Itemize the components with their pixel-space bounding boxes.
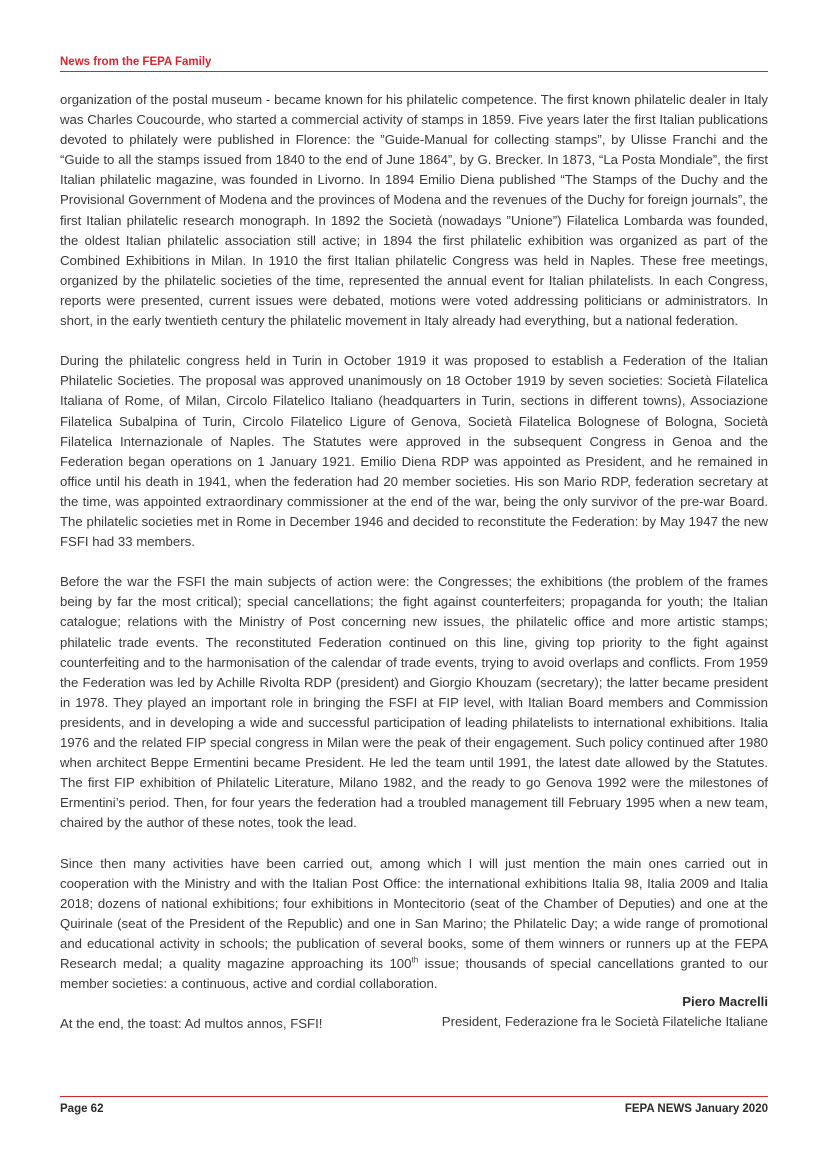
paragraph: At the end, the toast: Ad multos annos, FSFI! bbox=[60, 1016, 323, 1032]
paragraph: During the philatelic congress held in Turin in October 1919 it was proposed to establish a Federation of the Italian Philatelic Societies. The proposal was approved unanimously on 18 October 1919 by seven societies: Società Filatelica Italiana of Rome, of Milan, Circolo Filatelico Italiano (headquarters in Turin, sections in different towns), Associazione Filatelica Subalpina of Turin, Circolo Filatelico Ligure of Genova, Società Filatelica Bolognese of Bologna, Società Filatelica Internazionale of Naples. The Statutes were approved in the subsequent Congress in Genoa and the Federation began operations on 1 January 1921. Emilio Diena RDP was appointed as President, and he remained in office until his death in 1941, when the federation had 20 member societies. His son Mario RDP, federation secretary at the time, was appointed extraordinary commissioner at the end of the war, being the only survivor of the pre-war Board. The philatelic societies met in Rome in December 1946 and decided to reconstitute the Federation: by May 1947 the new FSFI had 33 members. bbox=[60, 353, 768, 550]
ordinal-suffix: th bbox=[411, 955, 419, 965]
signature-block bbox=[442, 992, 768, 1032]
paragraph-text: issue; thousands of special cancellations granted to our member societies: a continuous, active and cordial collaboration. bbox=[60, 956, 768, 992]
paragraph: Before the war the FSFI the main subjects of action were: the Congresses; the exhibitions (the problem of the frames being by far the most critical); special cancellations; the fight against counterfeiters; propaganda for youth; the Italian catalogue; relations with the Ministry of Post concerning new issues, the philatelic office and more artistic stamps; philatelic trade events. The reconstituted Federation continued on this line, giving top priority to the fight against counterfeiting and to the harmonisation of the calendar of trade events, trying to avoid overlaps and conflicts. From 1959 the Federation was led by Achille Rivolta RDP (president) and Giorgio Khouzam (secretary); the latter became president in 1978. They played an important role in bringing the FSFI at FIP level, with Italian Board members and Commission presidents, and in developing a wide and successful participation of leading philatelists to international exhibitions. Italia 1976 and the related FIP special congress in Milan were the peak of their engagement. Such policy continued after 1980 when architect Beppe Ermentini became President. He led the team until 1991, the latest date allowed by the Statutes. The first FIP exhibition of Philatelic Literature, Milano 1982, and the ready to go Genova 1992 were the milestones of Ermentini’s period. Then, for four years the federation had a troubled management till February 1995 when a new team, chaired by the author of these notes, took the lead. bbox=[60, 574, 768, 831]
header-rule bbox=[60, 71, 768, 72]
paragraph bbox=[60, 854, 768, 995]
author-name: Piero Macrelli bbox=[682, 994, 768, 1009]
paragraph: organization of the postal museum - became known for his philatelic competence. The first known philatelic dealer in Italy was Charles Coucourde, who started a commercial activity of stamps in 1859. Five years later the first Italian publications devoted to philately were published in Florence: the ”Guide-Manual for collecting stamps”, by Ulisse Franchi and the “Guide to all the stamps issued from 1840 to the end of June 1864”, by G. Brecker. In 1873, “La Posta Mondiale”, the first Italian philatelic magazine, was founded in Livorno. In 1894 Emilio Diena published “The Stamps of the Duchy and the Provisional Government of Modena and the provinces of Modena and the revenues of the Duchy for foreign journals”, the first Italian philatelic research monograph. In 1892 the Società (nowadays ”Unione”) Filatelica Lombarda was founded, the oldest Italian philatelic association still active; in 1894 the first philatelic exhibition was organized as part of the Combined Exhibitions in Milan. In 1910 the first Italian philatelic Congress was held in Naples. These free meetings, organized by the philatelic societies of the time, represented the annual event for Italian philatelists. In each Congress, reports were presented, current issues were debated, motions were voted addressing politicians or administrators. In short, in the early twentieth century the philatelic movement in Italy already had everything, but a national federation. bbox=[60, 92, 768, 329]
page-number: Page 62 bbox=[60, 1103, 104, 1115]
publication-issue: FEPA NEWS January 2020 bbox=[624, 1103, 768, 1115]
section-label: News from the FEPA Family bbox=[60, 56, 212, 68]
footer-rule bbox=[60, 1096, 768, 1097]
article-body bbox=[60, 90, 768, 1055]
author-title: President, Federazione fra le Società Filateliche Italiane bbox=[441, 1014, 768, 1029]
paragraph-text: Since then many activities have been carried out, among which I will just mention the main ones carried out in cooperation with the Ministry and with the Italian Post Office: the international exhibitions Italia 98, Italia 2009 and Italia 2018; dozens of national exhibitions; four exhibitions in Montecitorio (seat of the Chamber of Deputies) and one at the Quirinale (seat of the President of the Republic) and one in San Marino; the Philatelic Day; a wide range of promotional and educational activity in schools; the publication of several books, some of them winners or runners up at the FEPA Research medal; a quality magazine approaching its 100 bbox=[60, 855, 768, 972]
